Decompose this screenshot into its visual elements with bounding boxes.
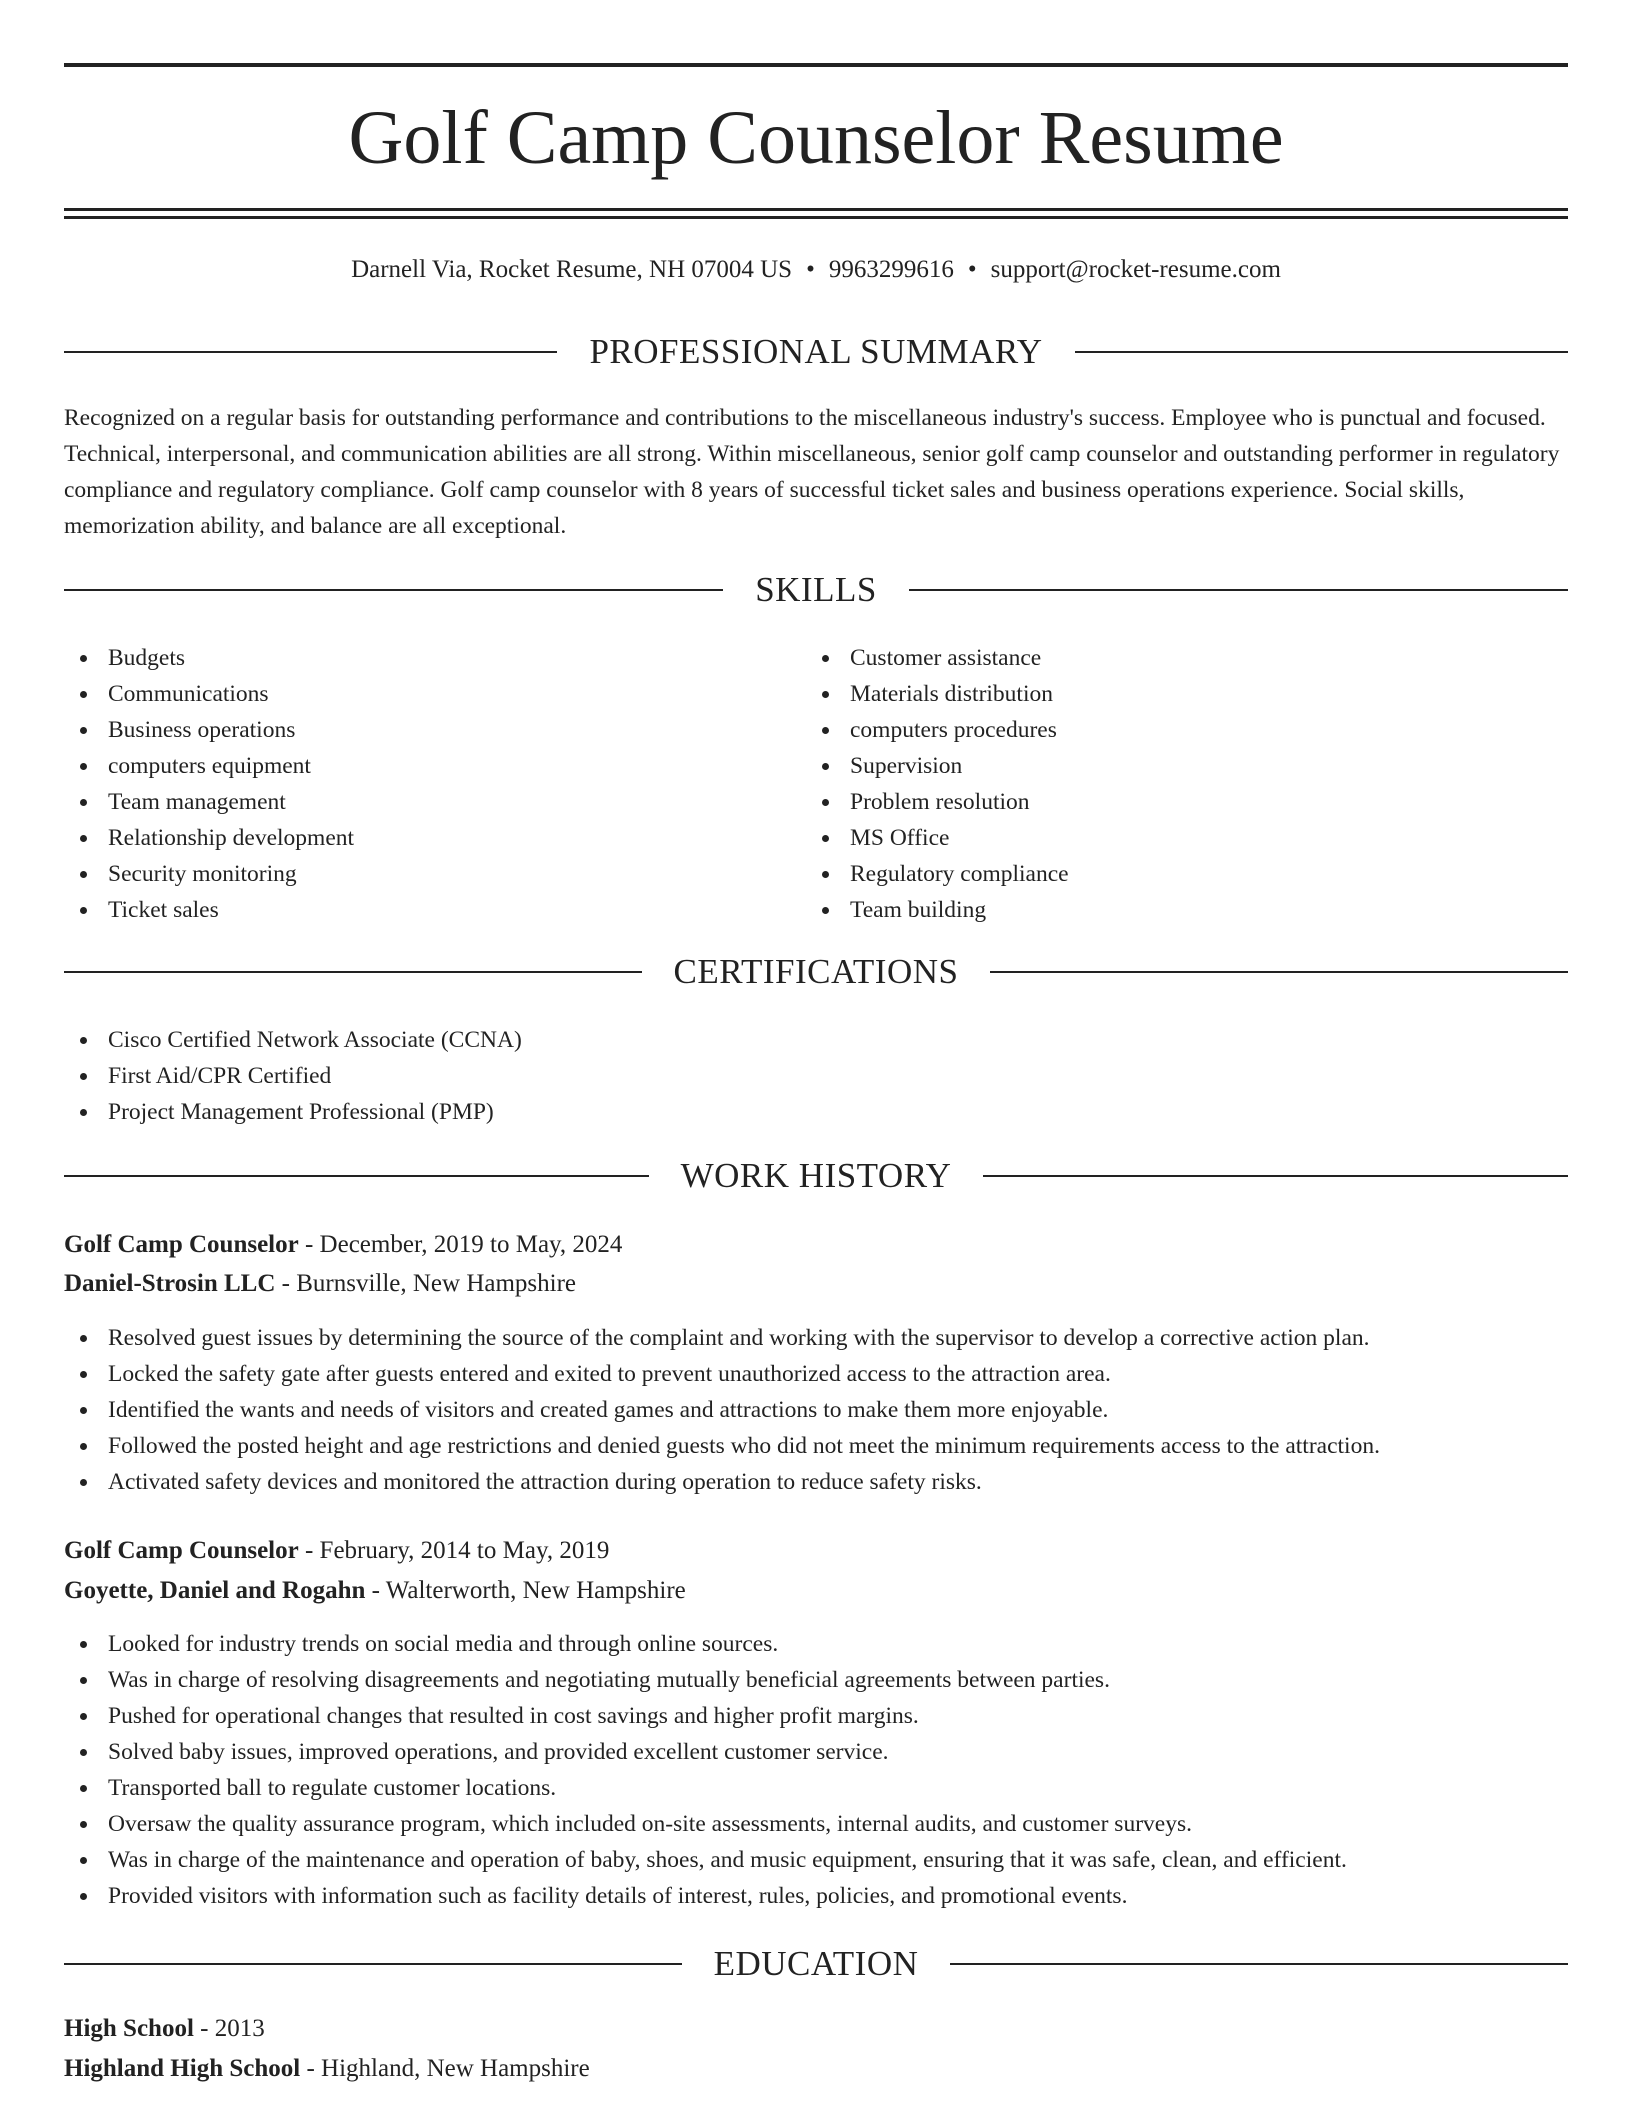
job-duty-item: Was in charge of the maintenance and operation of baby, shoes, and music equipment, ensuring that it was safe, clean, and efficient. bbox=[64, 1842, 1568, 1878]
education-school-line bbox=[64, 2050, 1568, 2088]
job-dates: - December, 2019 to May, 2024 bbox=[298, 1231, 623, 1258]
job-title: Golf Camp Counselor bbox=[64, 1231, 299, 1258]
job-duty-item: Identified the wants and needs of visitors and created games and attractions to make them more enjoyable. bbox=[64, 1392, 1568, 1428]
skill-item: Regulatory compliance bbox=[806, 856, 1566, 892]
heading-rule bbox=[64, 1963, 682, 1965]
contact-phone: 9963299616 bbox=[828, 256, 954, 283]
job-title: Golf Camp Counselor bbox=[64, 1537, 299, 1564]
section-title: WORK HISTORY bbox=[680, 1156, 952, 1195]
contact-separator: • bbox=[806, 256, 815, 283]
summary-text: Recognized on a regular basis for outstanding performance and contributions to the miscellaneous industry's success. Employee who is punctual and focused. Technical, interpersonal, and communication abilities are all strong. Within miscellaneous, senior golf camp counselor and outstanding performer in regulatory compliance and regulatory compliance. Golf camp counselor with 8 years of successful ticket sales and business operations experience. Social skills, memorization ability, and balance are all exceptional. bbox=[64, 405, 1560, 539]
section-title: SKILLS bbox=[755, 570, 877, 609]
contact-email: support@rocket-resume.com bbox=[990, 256, 1281, 283]
section-title: CERTIFICATIONS bbox=[673, 952, 959, 991]
job-duty-item: Was in charge of resolving disagreements and negotiating mutually beneficial agreements between parties. bbox=[64, 1662, 1568, 1698]
skill-item: Materials distribution bbox=[806, 676, 1566, 712]
job-company: Daniel-Strosin LLC bbox=[64, 1270, 276, 1297]
skill-item: Communications bbox=[64, 676, 804, 712]
heading-rule bbox=[909, 589, 1568, 591]
skill-item: Relationship development bbox=[64, 820, 804, 856]
education-year: - 2013 bbox=[193, 2015, 265, 2042]
job-duty-item: Solved baby issues, improved operations, and provided excellent customer service. bbox=[64, 1734, 1568, 1770]
skills-list-left bbox=[64, 640, 804, 928]
section-heading-skills bbox=[64, 570, 1568, 610]
job-location: - Walterworth, New Hampshire bbox=[365, 1577, 686, 1604]
skill-item: Business operations bbox=[64, 712, 804, 748]
heading-rule bbox=[1075, 351, 1568, 353]
certifications-list bbox=[64, 1022, 1568, 1130]
certification-item: Cisco Certified Network Associate (CCNA) bbox=[64, 1022, 1568, 1058]
job-duty-item: Resolved guest issues by determining the source of the complaint and working with the supervisor to develop a corrective action plan. bbox=[64, 1320, 1568, 1356]
education-school: Highland High School bbox=[64, 2055, 301, 2082]
job-duty-item: Pushed for operational changes that resulted in cost savings and higher profit margins. bbox=[64, 1698, 1568, 1734]
skill-item: Supervision bbox=[806, 748, 1566, 784]
skill-item: Security monitoring bbox=[64, 856, 804, 892]
certification-item: First Aid/CPR Certified bbox=[64, 1058, 1568, 1094]
section-heading-work-history bbox=[64, 1156, 1568, 1196]
job-dates: - February, 2014 to May, 2019 bbox=[298, 1537, 610, 1564]
job-duty-item: Looked for industry trends on social media and through online sources. bbox=[64, 1626, 1568, 1662]
job-duty-item: Followed the posted height and age restrictions and denied guests who did not meet the minimum requirements access to the attraction. bbox=[64, 1428, 1568, 1464]
job-duties-list bbox=[64, 1320, 1568, 1500]
job-duty-item: Transported ball to regulate customer locations. bbox=[64, 1770, 1568, 1806]
contact-separator: • bbox=[967, 256, 977, 283]
section-heading-certifications bbox=[64, 952, 1568, 992]
job-company: Goyette, Daniel and Rogahn bbox=[64, 1577, 366, 1604]
heading-rule bbox=[64, 351, 557, 353]
education-degree: High School bbox=[64, 2015, 194, 2042]
skills-list-right bbox=[806, 640, 1566, 928]
job-location: - Burnsville, New Hampshire bbox=[275, 1270, 577, 1297]
heading-rule bbox=[64, 589, 723, 591]
heading-rule bbox=[950, 1963, 1568, 1965]
job-title-line bbox=[64, 1226, 1568, 1264]
skill-item: computers procedures bbox=[806, 712, 1566, 748]
section-title: PROFESSIONAL SUMMARY bbox=[589, 332, 1043, 371]
title-underline-rule-second bbox=[64, 216, 1568, 219]
job-duties-list bbox=[64, 1626, 1568, 1914]
contact-address: Darnell Via, Rocket Resume, NH 07004 US bbox=[351, 256, 793, 283]
skill-item: Problem resolution bbox=[806, 784, 1566, 820]
skill-item: Team management bbox=[64, 784, 804, 820]
job-title-line bbox=[64, 1532, 1568, 1570]
skill-item: MS Office bbox=[806, 820, 1566, 856]
job-duty-item: Oversaw the quality assurance program, which included on-site assessments, internal audits, and customer surveys. bbox=[64, 1806, 1568, 1842]
job-company-line bbox=[64, 1572, 1568, 1610]
title-underline-rule bbox=[64, 208, 1568, 211]
resume-title: Golf Camp Counselor Resume bbox=[348, 96, 1284, 180]
job-duty-item: Activated safety devices and monitored the attraction during operation to reduce safety risks. bbox=[64, 1464, 1568, 1500]
skill-item: Team building bbox=[806, 892, 1566, 928]
job-duty-item: Locked the safety gate after guests entered and exited to prevent unauthorized access to the attraction area. bbox=[64, 1356, 1568, 1392]
heading-rule bbox=[64, 971, 642, 973]
job-company-line bbox=[64, 1265, 1568, 1303]
skill-item: Ticket sales bbox=[64, 892, 804, 928]
heading-rule bbox=[990, 971, 1568, 973]
top-rule bbox=[64, 63, 1568, 67]
skill-item: Budgets bbox=[64, 640, 804, 676]
section-title: EDUCATION bbox=[713, 1944, 919, 1983]
skill-item: Customer assistance bbox=[806, 640, 1566, 676]
contact-line bbox=[64, 252, 1568, 288]
skill-item: computers equipment bbox=[64, 748, 804, 784]
job-duty-item: Provided visitors with information such as facility details of interest, rules, policies, and promotional events. bbox=[64, 1878, 1568, 1914]
certification-item: Project Management Professional (PMP) bbox=[64, 1094, 1568, 1130]
section-heading-summary bbox=[64, 332, 1568, 372]
heading-rule bbox=[64, 1175, 649, 1177]
heading-rule bbox=[983, 1175, 1568, 1177]
education-degree-line bbox=[64, 2010, 1568, 2048]
section-heading-education bbox=[64, 1944, 1568, 1984]
education-location: - Highland, New Hampshire bbox=[300, 2055, 590, 2082]
